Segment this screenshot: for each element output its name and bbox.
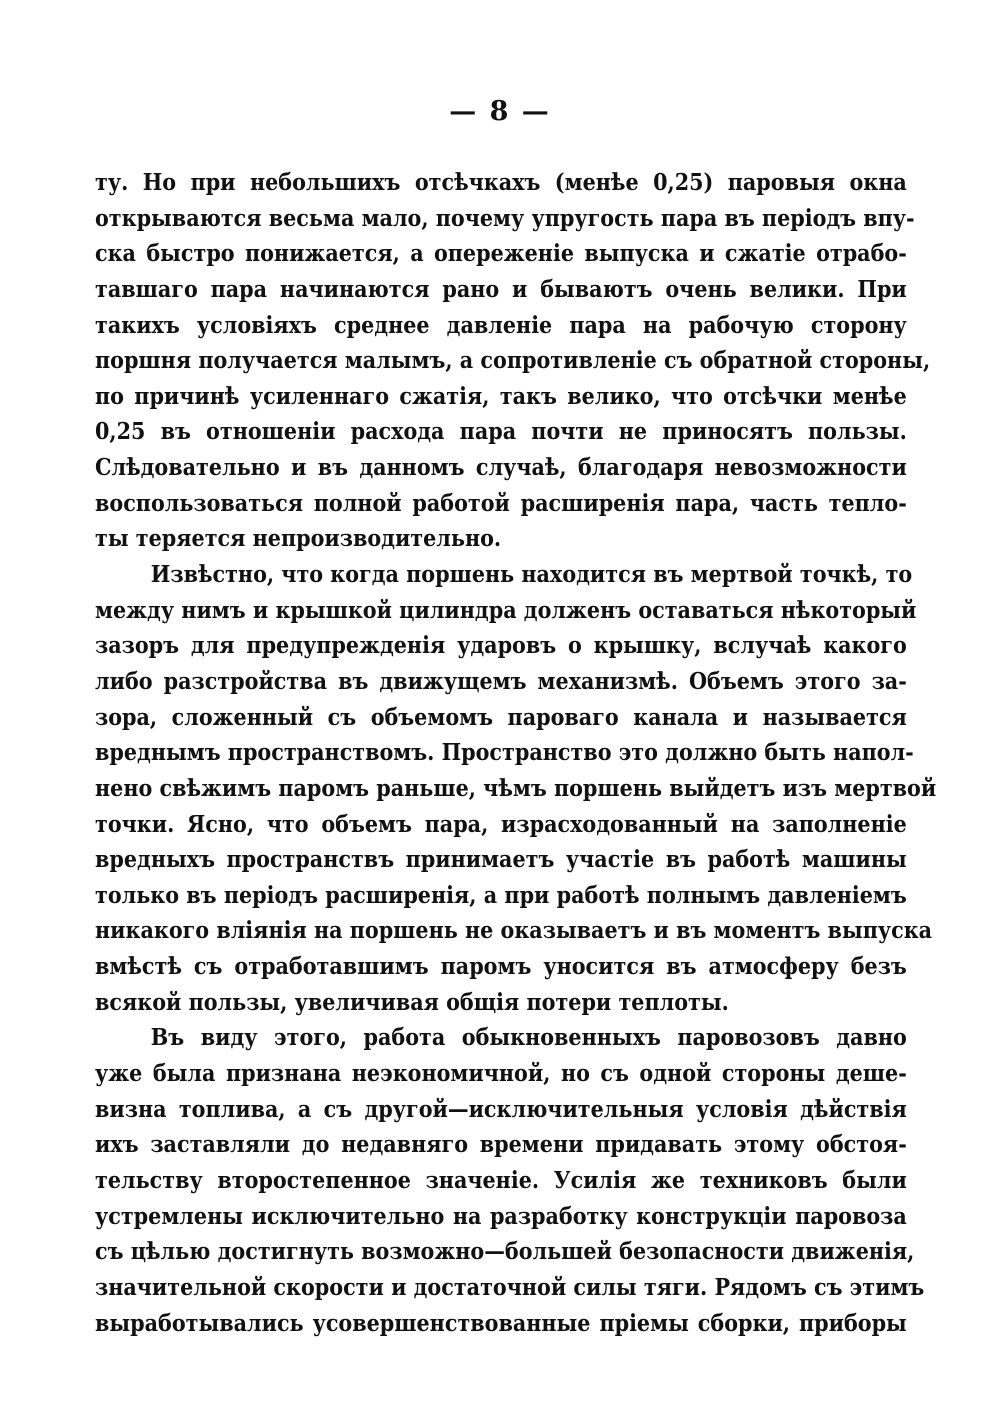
- text-line: 0,25 въ отношеніи расхода пара почти не приносятъ пользы.: [95, 418, 907, 446]
- text-line: устремлены исключительно на разработку конструкціи паровоза: [95, 1202, 907, 1230]
- text-line: тельству второстепенное значеніе. Усилія же техниковъ были: [95, 1166, 907, 1194]
- text-line: Слѣдовательно и въ данномъ случаѣ, благодаря невозможности: [95, 454, 907, 482]
- text-line: съ цѣлью достигнуть возможно—большей безопасности движенія,: [95, 1238, 915, 1266]
- text-line: значительной скорости и достаточной силы тяги. Рядомъ съ этимъ: [95, 1273, 925, 1301]
- text-line: вреднымъ пространствомъ. Пространство это должно быть напол-: [95, 739, 914, 767]
- text-line: ихъ заставляли до недавняго времени придавать этому обстоя-: [95, 1131, 907, 1159]
- text-line: нено свѣжимъ паромъ раньше, чѣмъ поршень выйдетъ изъ мертвой: [95, 774, 937, 802]
- text-line: вредныхъ пространствъ принимаетъ участіе въ работѣ машины: [95, 846, 907, 874]
- text-line: вмѣстѣ съ отработавшимъ паромъ уносится въ атмосферу безъ: [95, 953, 907, 981]
- text-line: визна топлива, а съ другой—исключительныя условія дѣйствія: [95, 1095, 907, 1123]
- text-line: по причинѣ усиленнаго сжатія, такъ велико, что отсѣчки менѣе: [95, 382, 907, 410]
- text-line: Въ виду этого, работа обыкновенныхъ паровозовъ давно: [150, 1024, 907, 1052]
- text-line: только въ періодъ расширенія, а при работѣ полнымъ давленіемъ: [95, 881, 907, 909]
- text-line: воспользоваться полной работой расширенія пара, часть тепло-: [95, 489, 907, 517]
- text-line: либо разстройства въ движущемъ механизмѣ. Объемъ этого за-: [95, 667, 907, 695]
- body-text: [95, 165, 937, 1341]
- text-line: поршня получается малымъ, а сопротивленіе съ обратной стороны,: [95, 347, 931, 375]
- text-line: ты теряется непроизводительно.: [95, 525, 502, 553]
- text-line: открываются весьма мало, почему упругость пара въ періодъ впу-: [95, 204, 915, 232]
- text-line: тавшаго пара начинаются рано и бываютъ очень велики. При: [95, 275, 907, 303]
- text-line: никакого вліянія на поршень не оказываетъ и въ моментъ выпуска: [95, 917, 933, 945]
- page-number: — 8 —: [449, 96, 551, 127]
- text-line: Извѣстно, что когда поршень находится въ мертвой точкѣ, то: [150, 561, 913, 589]
- text-line: выработывались усовершенствованные пріемы сборки, приборы: [95, 1309, 907, 1337]
- text-line: зазоръ для предупрежденія ударовъ о крышку, вслучаѣ какого: [95, 632, 907, 660]
- text-line: уже была признана неэкономичной, но съ одной стороны деше-: [95, 1060, 907, 1088]
- text-line: зора, сложенный съ объемомъ пароваго канала и называется: [95, 703, 907, 731]
- text-line: между нимъ и крышкой цилиндра долженъ оставаться нѣкоторый: [95, 596, 917, 624]
- text-line: такихъ условіяхъ среднее давленіе пара на рабочую сторону: [95, 311, 907, 339]
- text-line: ту. Но при небольшихъ отсѣчкахъ (менѣе 0,25) паровыя окна: [95, 169, 907, 196]
- text-line: ска быстро понижается, а опереженіе выпуска и сжатіе отрабо-: [95, 240, 907, 268]
- text-line: точки. Ясно, что объемъ пара, израсходованный на заполненіе: [95, 810, 907, 838]
- text-line: всякой пользы, увеличивая общія потери теплоты.: [95, 988, 729, 1016]
